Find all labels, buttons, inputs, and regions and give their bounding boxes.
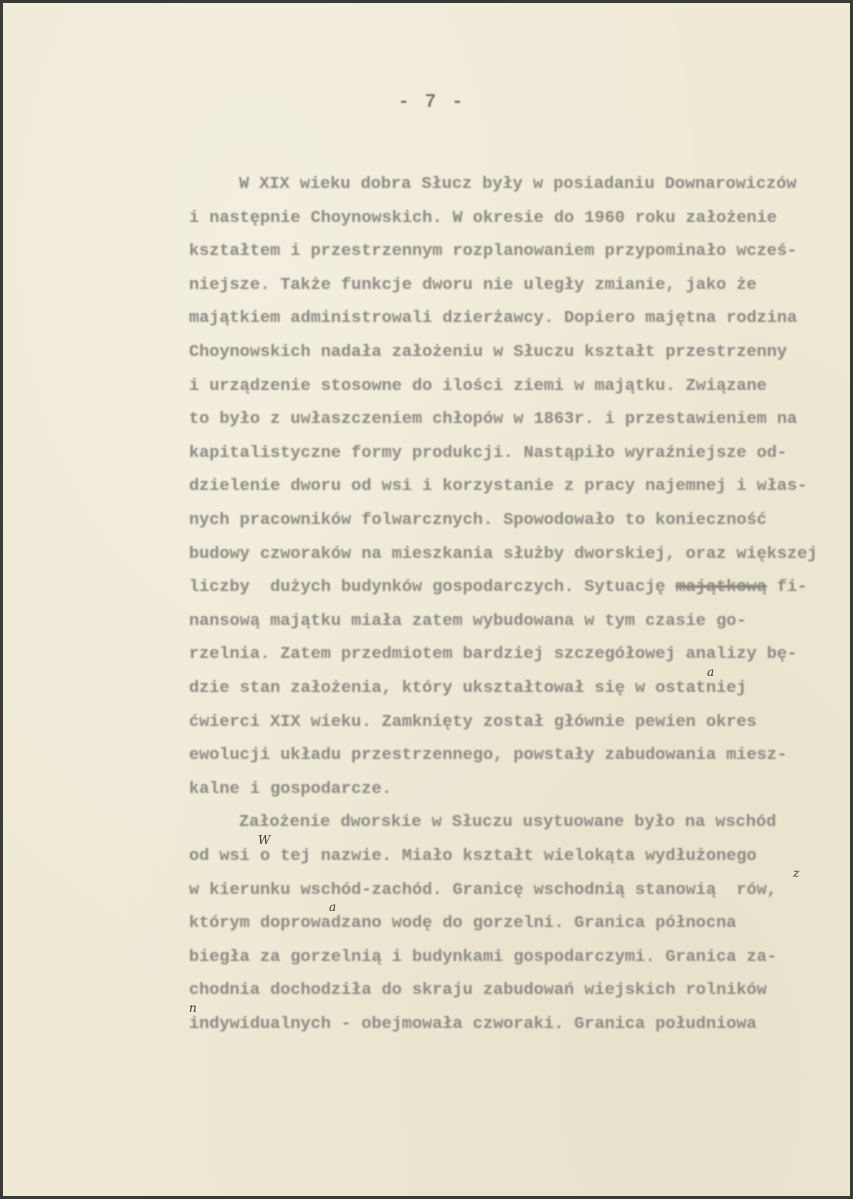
text-line: nych pracowników folwarcznych. Spowodowało to konieczność [189, 511, 767, 530]
text-line: niejsze. Także funkcje dworu nie uległy zmianie, jako że [189, 275, 757, 295]
text-line: w kierunku wschód-zachód. Granicę wschodnią stanowią rów, [189, 880, 777, 900]
text-line: chodnia dochodziła do skraju zabudowań wiejskich rolników [189, 981, 767, 1001]
page-number: - 7 - [398, 91, 466, 113]
text-line: budowy czworaków na mieszkania służby dworskiej, oraz większej [189, 544, 818, 564]
handwritten-correction: a [329, 900, 337, 914]
handwritten-correction: W [258, 833, 271, 847]
text-line: od wsi o tej nazwie. Miało kształt wielokąta wydłużonego [189, 847, 757, 866]
handwritten-correction: n [189, 1001, 197, 1015]
text-line: i urządzenie stosowne do ilości ziemi w majątku. Związane [189, 376, 767, 396]
struck-out-word: majątkową [675, 578, 767, 598]
text-line: kształtem i przestrzennym rozplanowaniem przypominało wcześ- [189, 242, 798, 262]
text-line: dzie stan założenia, który ukształtował się w ostatniej [189, 679, 747, 698]
text-line: to było z uwłaszczeniem chłopów w 1863r. i przestawieniem na [189, 410, 798, 430]
text-line: majątkiem administrowali dzierżawcy. Dopiero majętna rodzina [189, 309, 798, 329]
text-line: kapitalistyczne formy produkcji. Nastąpiło wyraźniejsze od- [189, 443, 788, 463]
text-line: W XIX wieku dobra Słucz były w posiadaniu Downarowiczów [239, 175, 797, 194]
text-line: biegła za gorzelnią i budynkami gospodarczymi. Granica za- [189, 947, 777, 967]
handwritten-correction: a [707, 665, 715, 679]
document-page [3, 3, 850, 1196]
text-line: rzelnia. Zatem przedmiotem bardziej szczegółowej analizy bę- [189, 645, 798, 665]
text-line: kalne i gospodarcze. [189, 779, 392, 799]
text-line: którym doprowadzano wodę do gorzelni. Granica północna [189, 914, 737, 934]
text-line: i następnie Choynowskich. W okresie do 1960 roku założenie [189, 208, 777, 228]
text-line: nansową majątku miała zatem wybudowana w tym czasie go- [189, 611, 747, 631]
text-line: ćwierci XIX wieku. Zamknięty został głównie pewien okres [189, 712, 757, 732]
text-line: indywidualnych - obejmowała czworaki. Granica południowa [189, 1015, 757, 1034]
text-line: dzielenie dworu od wsi i korzystanie z pracy najemnej i włas- [189, 477, 808, 497]
text-line: Choynowskich nadała założeniu w Słuczu kształt przestrzenny [189, 343, 788, 362]
text-line: ewolucji układu przestrzennego, powstały zabudowania miesz- [189, 746, 788, 766]
text-line: liczby dużych budynków gospodarczych. Sytuację majątkową fi- [189, 578, 808, 598]
text-line: Założenie dworskie w Słuczu usytuowane było na wschód [239, 813, 777, 833]
handwritten-correction: z [793, 866, 800, 880]
